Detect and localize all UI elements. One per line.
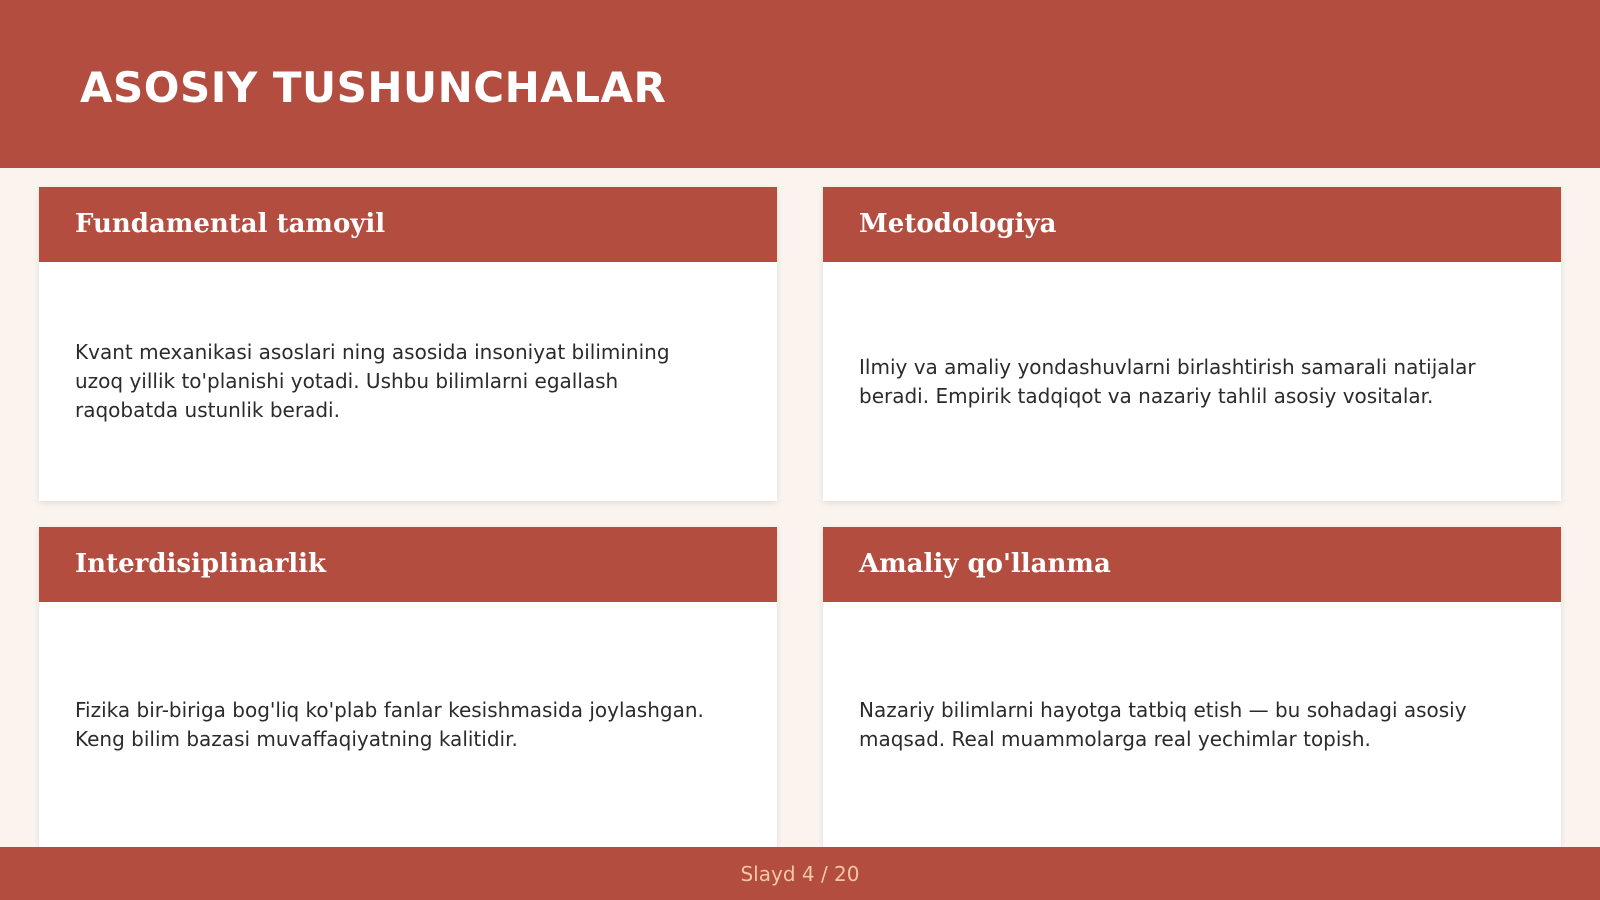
card-body [75, 262, 717, 501]
slide-footer [0, 847, 1600, 900]
card-header [39, 527, 777, 602]
card-body [859, 602, 1501, 847]
card-title: Interdisiplinarlik [75, 549, 327, 579]
slide-title: ASOSIY TUSHUNCHALAR [80, 63, 667, 112]
card-text: Kvant mexanikasi asoslari ning asosida insoniyat bilimining uzoq yillik to'planishi yotadi. Ushbu bilimlarni egallash raqobatda ustunlik beradi. [75, 340, 670, 422]
card-text: Ilmiy va amaliy yondashuvlarni birlashtirish samarali natijalar beradi. Empirik tadqiqot va nazariy tahlil asosiy vositalar. [859, 354, 1476, 408]
card-amaliy-qollanma [823, 527, 1561, 847]
card-body [859, 262, 1501, 501]
card-title: Amaliy qo'llanma [859, 549, 1111, 579]
card-body [75, 602, 717, 847]
card-header [823, 527, 1561, 602]
card-interdisiplinarlik [39, 527, 777, 847]
card-header [823, 187, 1561, 262]
slide-header [0, 0, 1600, 168]
card-title: Fundamental tamoyil [75, 209, 386, 239]
card-header [39, 187, 777, 262]
card-title: Metodologiya [859, 209, 1057, 239]
card-text: Fizika bir-biriga bog'liq ko'plab fanlar kesishmasida joylashgan. Keng bilim bazasi muvaffaqiyatning kalitidir. [75, 697, 704, 751]
card-text: Nazariy bilimlarni hayotga tatbiq etish — bu sohadagi asosiy maqsad. Real muammolarga real yechimlar topish. [859, 697, 1467, 751]
card-metodologiya [823, 187, 1561, 501]
card-fundamental-tamoyil [39, 187, 777, 501]
slide-counter: Slayd 4 / 20 [740, 861, 860, 886]
